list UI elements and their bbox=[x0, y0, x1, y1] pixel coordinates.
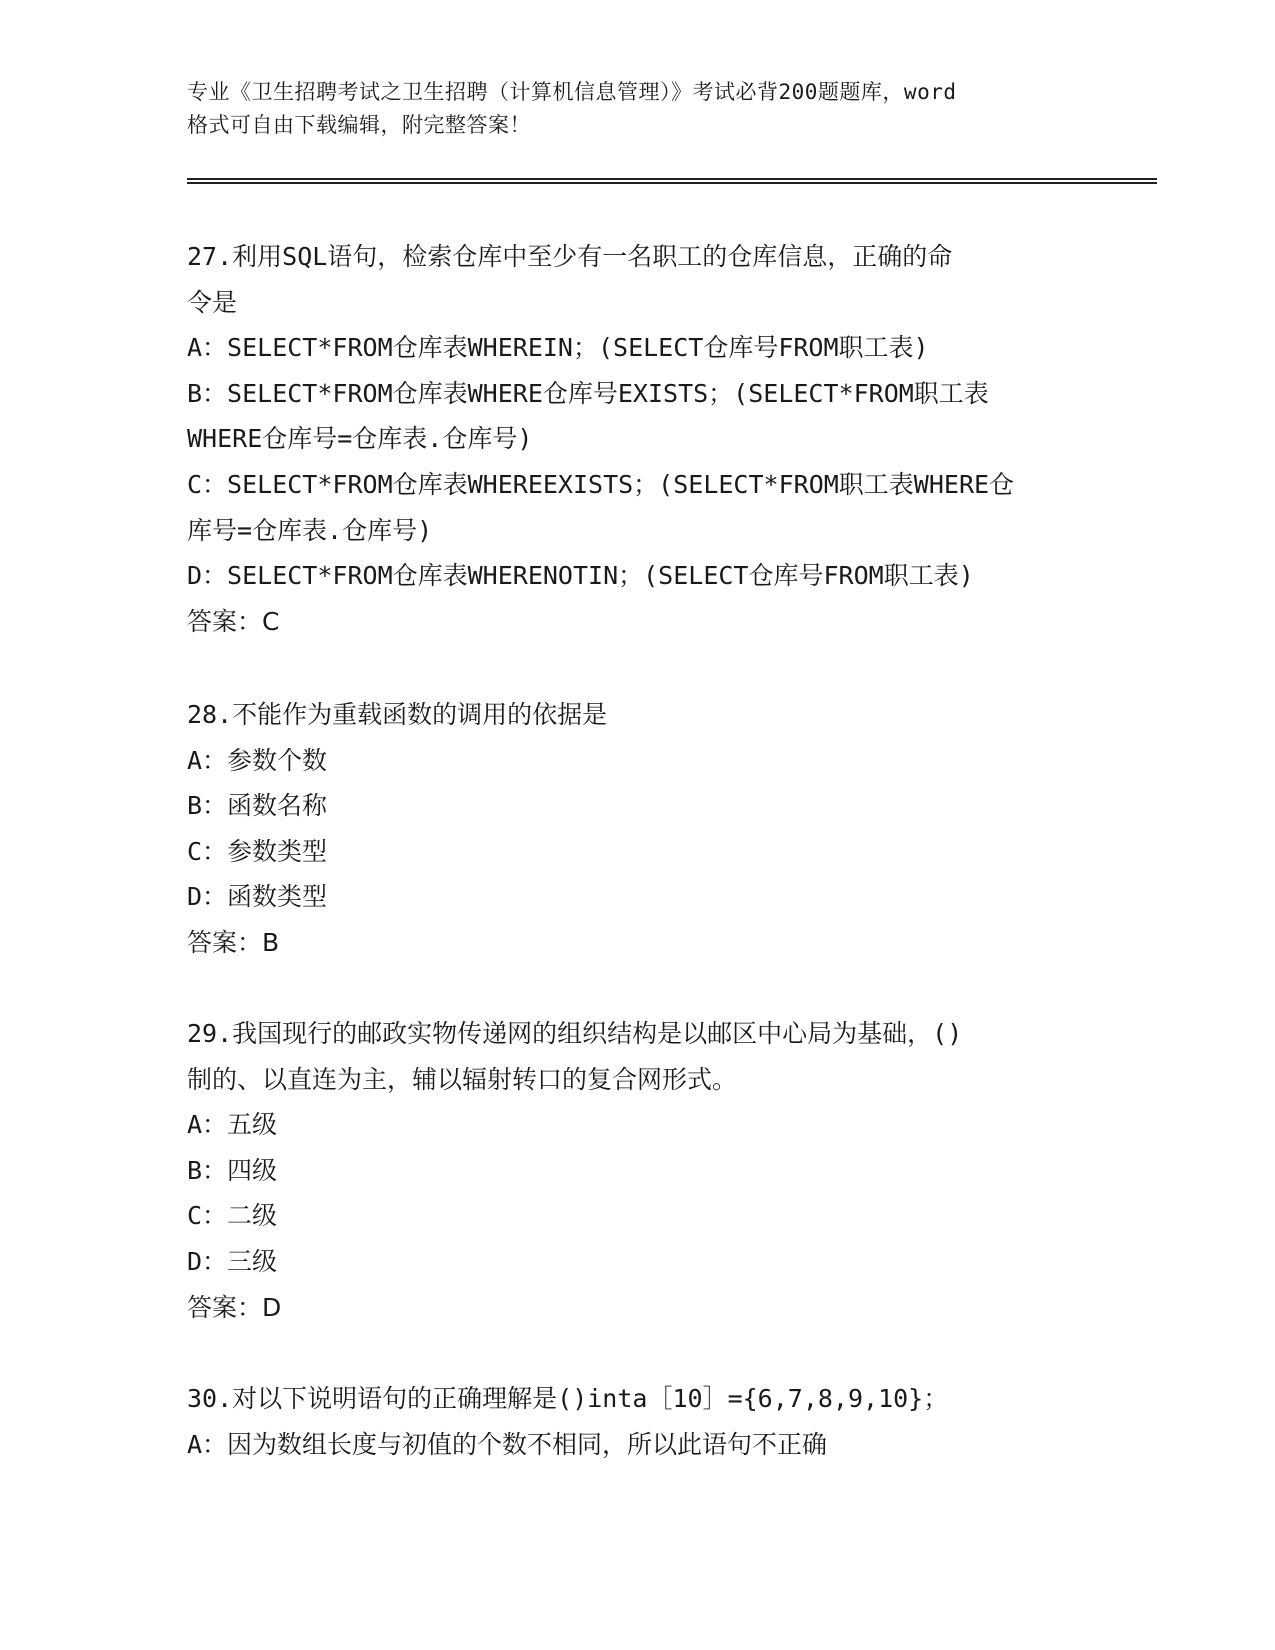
document-header: 专业《卫生招聘考试之卫生招聘（计算机信息管理）》考试必背200题题库，word 格式可自由下载编辑，附完整答案！ bbox=[187, 80, 957, 137]
question-stem: 28.不能作为重载函数的调用的依据是 bbox=[187, 700, 608, 729]
option-c: C：参数类型 bbox=[187, 836, 328, 866]
option-a: A：五级 bbox=[187, 1110, 278, 1140]
question-stem: 30.对以下说明语句的正确理解是()inta［10］={6,7,8,9,10}； bbox=[187, 1384, 949, 1413]
question-stem: 29.我国现行的邮政实物传递网的组织结构是以邮区中心局为基础，() 制的、以直连为主，辅以辐射转口的复合网形式。 bbox=[187, 1019, 963, 1094]
option-d: D：函数类型 bbox=[187, 882, 328, 912]
answer-key: 答案：D bbox=[187, 1292, 282, 1322]
option-b: B：四级 bbox=[187, 1155, 278, 1185]
option-a: A：SELECT*FROM仓库表WHEREIN；(SELECT仓库号FROM职工表) bbox=[187, 333, 929, 363]
option-d: D：SELECT*FROM仓库表WHERENOTIN；(SELECT仓库号FROM职工表) bbox=[187, 561, 974, 591]
option-d: D：三级 bbox=[187, 1246, 278, 1276]
answer-key: 答案：C bbox=[187, 606, 280, 636]
option-b: B：函数名称 bbox=[187, 791, 328, 821]
question-29 bbox=[187, 1011, 1087, 1330]
document-page bbox=[187, 0, 1157, 1650]
option-c: C：SELECT*FROM仓库表WHEREEXISTS；(SELECT*FROM职工表WHERE仓 库号=仓库表.仓库号) bbox=[187, 469, 1015, 545]
header-divider bbox=[187, 178, 1157, 184]
option-c: C：二级 bbox=[187, 1201, 278, 1231]
option-b: B：SELECT*FROM仓库表WHERE仓库号EXISTS；(SELECT*FROM职工表 WHERE仓库号=仓库表.仓库号) bbox=[187, 378, 989, 454]
question-stem: 27.利用SQL语句，检索仓库中至少有一名职工的仓库信息，正确的命 令是 bbox=[187, 242, 953, 317]
option-a: A：参数个数 bbox=[187, 745, 328, 775]
answer-key: 答案：B bbox=[187, 927, 280, 957]
question-28 bbox=[187, 692, 1087, 966]
option-a: A：因为数组长度与初值的个数不相同，所以此语句不正确 bbox=[187, 1429, 828, 1459]
question-27 bbox=[187, 234, 1087, 644]
question-30 bbox=[187, 1376, 1087, 1467]
